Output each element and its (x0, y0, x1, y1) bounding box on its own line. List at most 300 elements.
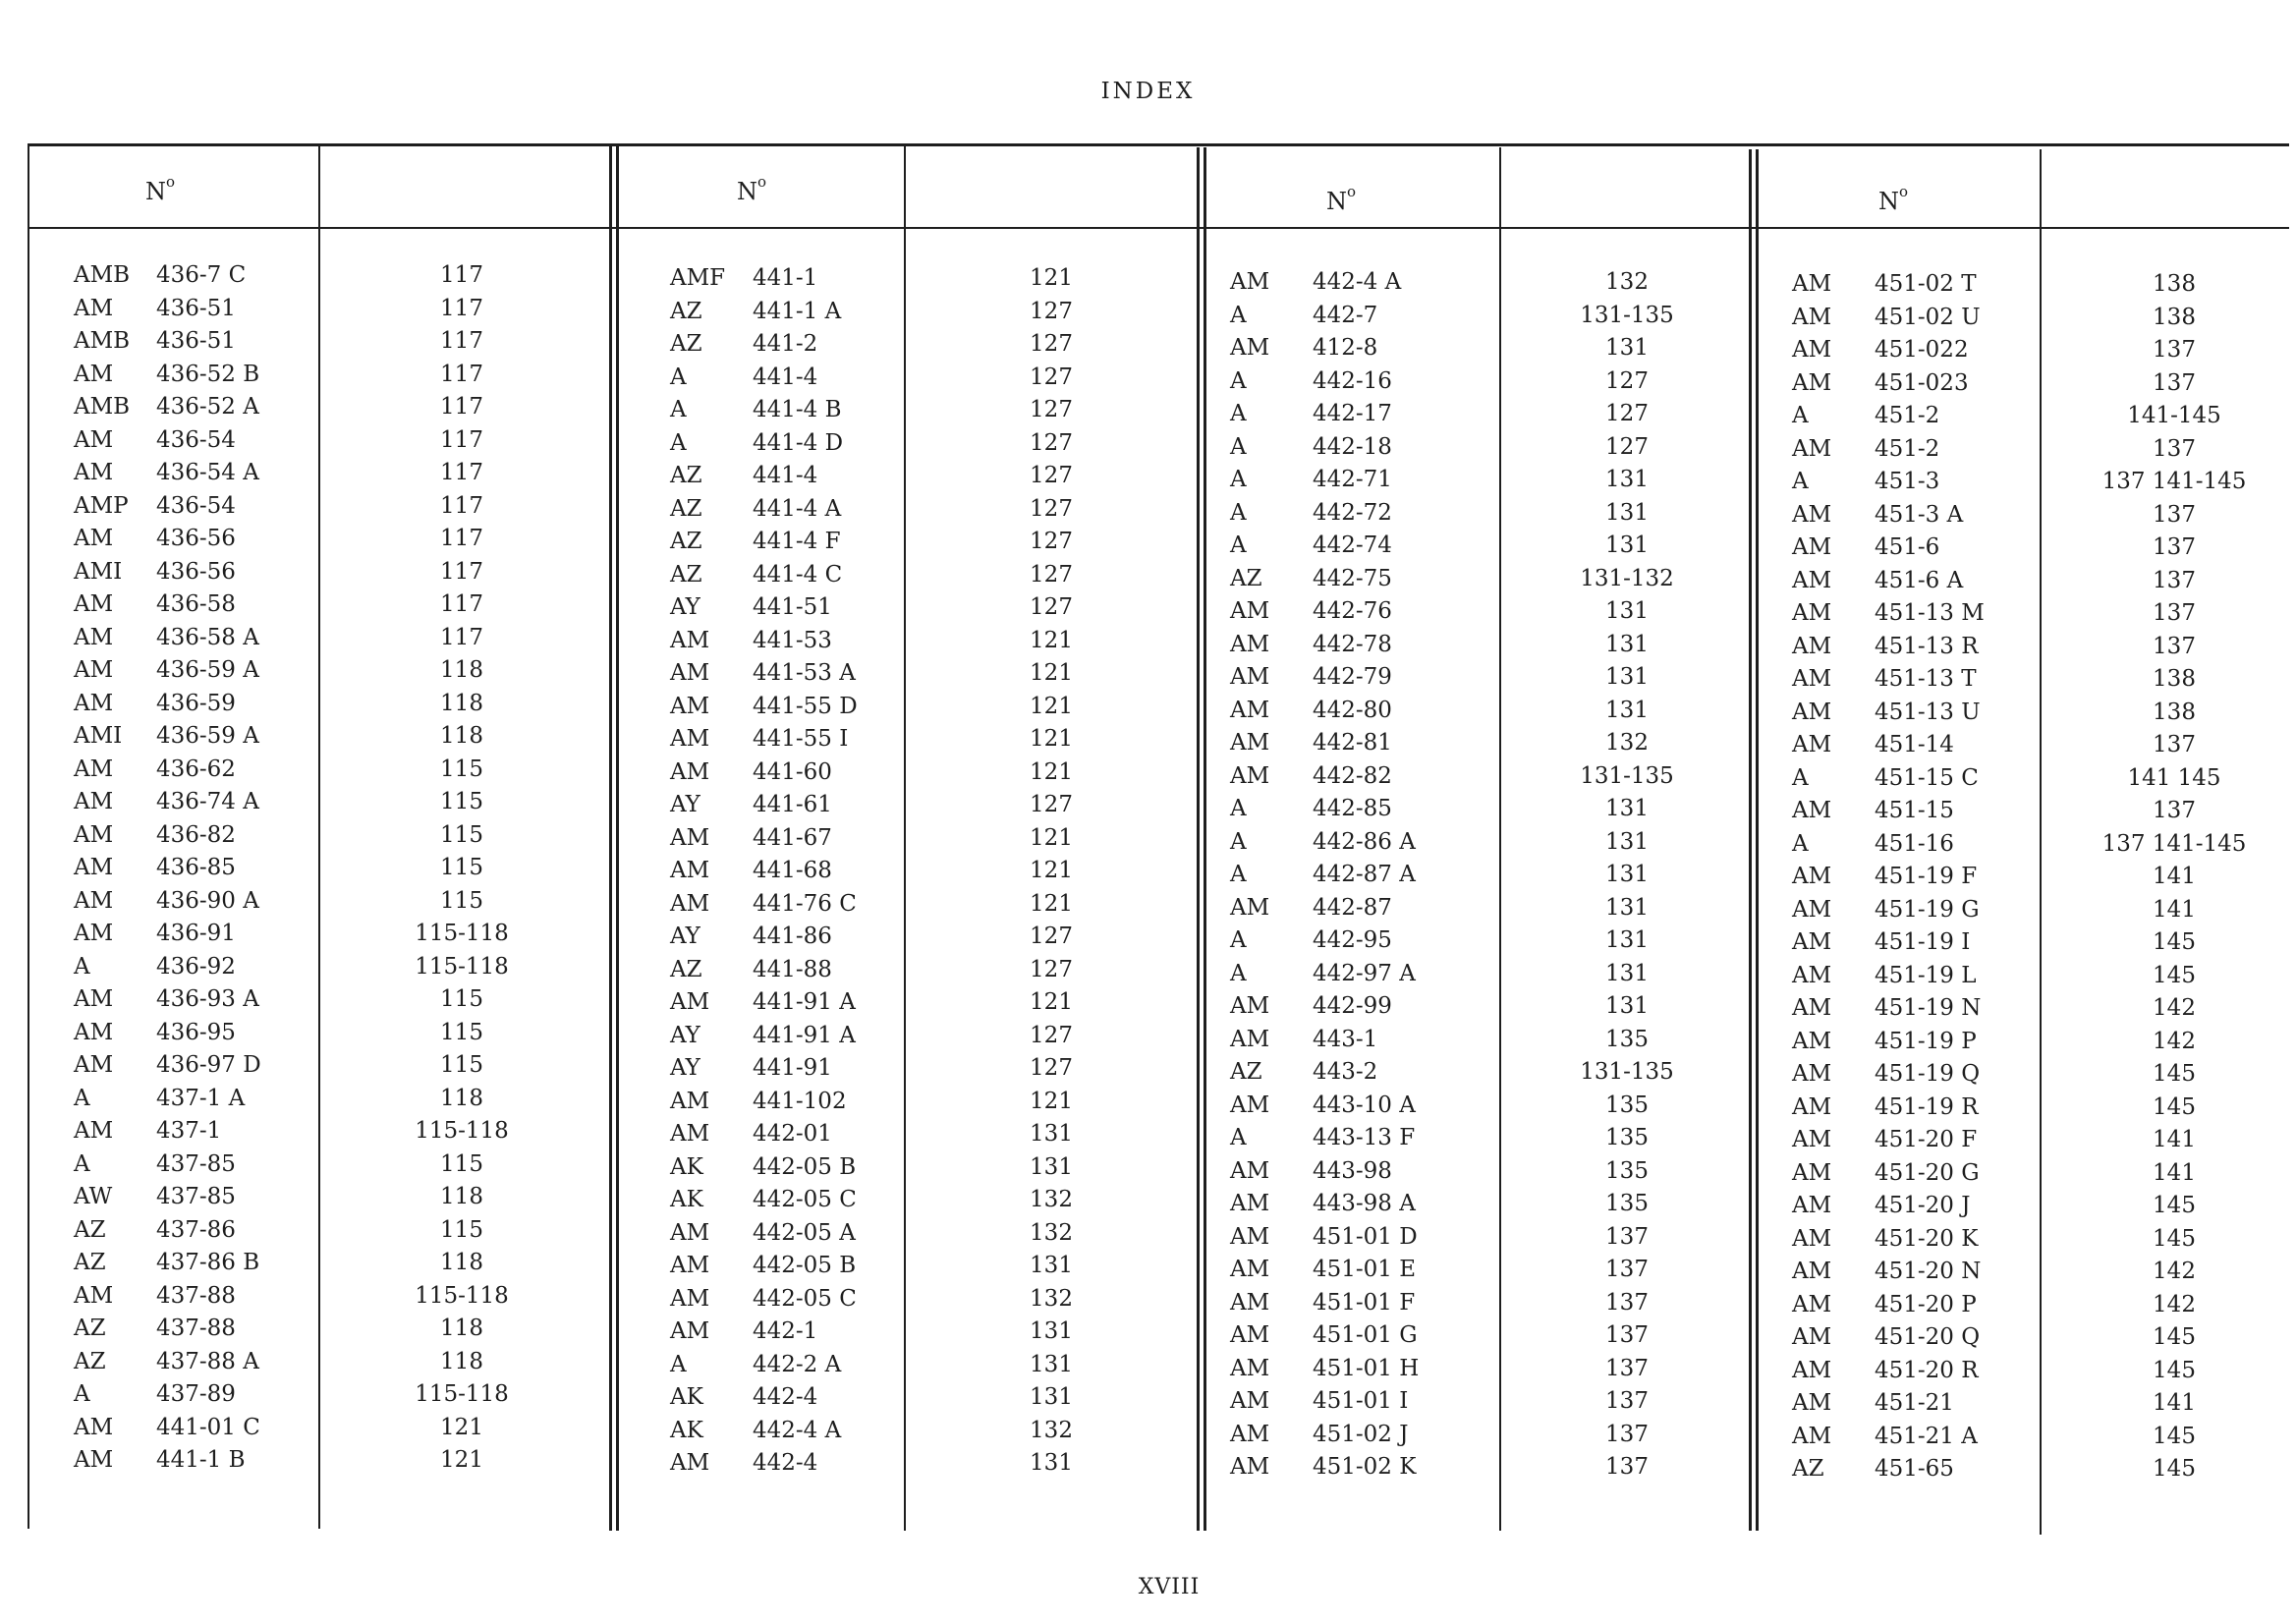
prefix: AM (1792, 1291, 1832, 1317)
prefix: A (1230, 862, 1247, 887)
code: 451-20 Q (1875, 1324, 1981, 1350)
code: 437-86 (156, 1216, 236, 1243)
page-ref: 131-135 (1580, 1059, 1674, 1085)
prefix: AZ (670, 298, 702, 324)
code: 436-59 (156, 690, 236, 716)
code: 442-81 (1313, 730, 1392, 756)
page-ref: 127 (1030, 463, 1073, 488)
page-ref: 127 (1030, 397, 1073, 422)
page-ref: 117 (440, 558, 483, 585)
page-ref: 131 (1605, 598, 1649, 624)
page-ref: 115-118 (415, 953, 509, 980)
code: 436-56 (156, 558, 236, 585)
prefix: AM (74, 690, 114, 716)
code: 436-90 A (156, 887, 259, 914)
code: 442-78 (1313, 631, 1392, 657)
code: 442-82 (1313, 762, 1392, 789)
page-ref: 137 (2153, 600, 2196, 626)
code: 451-20 F (1875, 1127, 1978, 1152)
prefix: AMF (670, 265, 726, 291)
prefix: AM (1792, 633, 1832, 659)
prefix: AM (1792, 699, 1832, 725)
prefix: AM (1792, 501, 1832, 528)
page-ref: 118 (440, 1184, 483, 1209)
code: 442-87 A (1313, 862, 1416, 887)
code: 451-01 D (1313, 1223, 1418, 1250)
prefix: AM (74, 460, 114, 485)
page-ref: 115-118 (415, 1381, 509, 1407)
code: 451-02 T (1875, 271, 1977, 297)
code: 437-86 B (156, 1250, 260, 1275)
prefix: AM (1792, 1423, 1832, 1449)
code: 451-14 (1875, 732, 1954, 757)
page-ref: 117 (440, 426, 483, 453)
prefix: AK (670, 1384, 703, 1410)
page-ref: 145 (2153, 1193, 2196, 1218)
prefix: AM (1230, 1157, 1270, 1184)
code: 442-4 (753, 1450, 818, 1476)
code: 436-74 A (156, 789, 259, 814)
group-divider-1b (616, 145, 619, 1531)
page-ref: 137 (1605, 1322, 1649, 1348)
prefix: AM (1230, 664, 1270, 690)
code: 436-54 (156, 492, 236, 519)
code: 436-59 A (156, 657, 259, 683)
code: 442-74 (1313, 532, 1392, 558)
code: 451-19 I (1875, 929, 1971, 955)
page-ref: 137 (1605, 1388, 1649, 1414)
code: 436-82 (156, 821, 236, 848)
page-ref: 131 (1605, 631, 1649, 657)
page-ref: 145 (2153, 1093, 2196, 1120)
page-ref: 115 (440, 1052, 483, 1078)
code: 436-51 (156, 328, 236, 354)
page-ref: 127 (1030, 594, 1073, 620)
prefix: AM (1792, 732, 1832, 757)
page-ref: 141 (2153, 1390, 2196, 1416)
code: 451-65 (1875, 1456, 1954, 1482)
page-ref: 131 (1605, 335, 1649, 361)
code: 441-4 D (753, 429, 844, 456)
prefix: A (670, 364, 687, 390)
code: 442-05 C (753, 1285, 857, 1312)
code: 442-80 (1313, 697, 1392, 723)
prefix: AM (670, 1253, 710, 1278)
prefix: AM (74, 591, 114, 617)
code: 441-76 C (753, 890, 857, 917)
prefix: AM (1230, 1355, 1270, 1381)
prefix: AM (670, 1285, 710, 1312)
page-ref: 145 (2153, 962, 2196, 988)
prefix: AM (1792, 1028, 1832, 1054)
page-ref: 131 (1605, 862, 1649, 887)
code: 451-19 Q (1875, 1061, 1981, 1087)
column-header-label: $N^o$ (145, 173, 176, 205)
prefix: AM (74, 1118, 114, 1144)
page-ref: 121 (1030, 693, 1073, 719)
prefix: A (1230, 1125, 1247, 1150)
column-header-label: $N^o$ (1878, 183, 1909, 215)
code: 436-59 A (156, 723, 259, 749)
code: 437-85 (156, 1184, 236, 1209)
code: 442-05 A (753, 1219, 856, 1246)
page-ref: 131 (1030, 1253, 1073, 1278)
prefix: AM (670, 1088, 710, 1114)
code: 451-20 K (1875, 1225, 1979, 1252)
prefix: AY (670, 1022, 700, 1048)
page-ref: 131 (1605, 894, 1649, 921)
code: 442-01 (753, 1121, 832, 1147)
code: 442-4 A (753, 1417, 842, 1443)
page-ref: 141 (2153, 864, 2196, 889)
prefix: AM (1230, 269, 1270, 295)
prefix: A (670, 429, 687, 456)
page-ref: 117 (440, 591, 483, 617)
page-ref: 137 (1605, 1421, 1649, 1447)
prefix: A (74, 1381, 90, 1407)
page-ref: 137 141-145 (2101, 830, 2247, 857)
prefix: AM (74, 887, 114, 914)
page-ref: 137 (2153, 337, 2196, 363)
page-ref: 145 (2153, 1456, 2196, 1482)
page-ref: 117 (440, 328, 483, 354)
prefix: A (1230, 302, 1247, 328)
code: 442-16 (1313, 367, 1392, 394)
code: 442-7 (1313, 302, 1378, 328)
prefix: AM (1230, 1092, 1270, 1118)
prefix: AM (1792, 864, 1832, 889)
page-ref: 115 (440, 1150, 483, 1177)
code: 451-19 L (1875, 962, 1977, 988)
prefix: AZ (1792, 1456, 1824, 1482)
prefix: AM (1792, 1159, 1832, 1186)
page-ref: 145 (2153, 1324, 2196, 1350)
page-ref: 132 (1605, 730, 1649, 756)
prefix: AM (670, 1121, 710, 1147)
code: 441-102 (753, 1088, 847, 1114)
group-divider-1a (609, 145, 612, 1531)
code: 451-022 (1875, 337, 1969, 363)
page-ref: 118 (440, 723, 483, 749)
prefix: A (1230, 828, 1247, 855)
code: 441-4 F (753, 529, 841, 554)
page-ref: 127 (1030, 956, 1073, 982)
page-ref: 115 (440, 855, 483, 880)
code: 442-76 (1313, 598, 1392, 624)
code: 451-3 A (1875, 501, 1964, 528)
code: 441-2 (753, 331, 818, 357)
prefix: AZ (74, 1348, 106, 1374)
page-ref: 121 (1030, 1088, 1073, 1114)
code: 451-13 R (1875, 633, 1979, 659)
page-ref: 127 (1030, 924, 1073, 949)
page-ref: 137 (2153, 567, 2196, 593)
prefix: AM (74, 657, 114, 683)
code: 441-55 I (753, 726, 849, 752)
code: 441-86 (753, 924, 832, 949)
page-ref: 137 (2153, 798, 2196, 823)
prefix: AMI (74, 723, 123, 749)
prefix: A (1792, 830, 1809, 857)
code: 443-10 A (1313, 1092, 1416, 1118)
code: 436-93 A (156, 986, 259, 1012)
code: 442-79 (1313, 664, 1392, 690)
page-ref: 121 (1030, 989, 1073, 1015)
page-ref: 121 (1030, 890, 1073, 917)
prefix: AM (1230, 1289, 1270, 1316)
code: 441-4 A (753, 495, 842, 522)
code: 442-97 A (1313, 960, 1416, 986)
prefix: AM (1230, 730, 1270, 756)
code: 441-88 (753, 956, 832, 982)
page-ref: 145 (2153, 1423, 2196, 1449)
page-ref: 118 (440, 690, 483, 716)
code: 451-01 I (1313, 1388, 1409, 1414)
prefix: A (1792, 469, 1809, 494)
prefix: AZ (1230, 1059, 1262, 1085)
page-ref: 137 (1605, 1289, 1649, 1316)
header-bottom-rule (28, 227, 2289, 229)
code: 442-2 A (753, 1351, 842, 1377)
prefix: AM (1792, 962, 1832, 988)
group-divider-3b (1756, 149, 1759, 1531)
prefix: A (1230, 467, 1247, 492)
prefix: AK (670, 1153, 703, 1180)
prefix: AM (1792, 1225, 1832, 1252)
column-header (1326, 183, 1357, 215)
code: 442-87 (1313, 894, 1392, 921)
page-ref: 138 (2153, 666, 2196, 692)
page-ref: 135 (1605, 1125, 1649, 1150)
code: 436-54 (156, 426, 236, 453)
page-ref: 132 (1030, 1187, 1073, 1212)
page-ref: 115-118 (415, 1282, 509, 1309)
prefix: AM (670, 890, 710, 917)
code: 451-20 P (1875, 1291, 1977, 1317)
code: 451-19 P (1875, 1028, 1977, 1054)
page-ref: 127 (1030, 364, 1073, 390)
prefix: AM (74, 756, 114, 782)
prefix: AM (74, 361, 114, 387)
code: 437-88 (156, 1316, 236, 1341)
page-ref: 117 (440, 492, 483, 519)
page-ref: 121 (1030, 265, 1073, 291)
code: 451-15 C (1875, 764, 1979, 791)
prefix: AM (74, 526, 114, 551)
prefix: AM (670, 660, 710, 686)
page-ref: 132 (1605, 269, 1649, 295)
prefix: A (74, 1085, 90, 1111)
page-ref: 142 (2153, 1028, 2196, 1054)
code: 441-53 (753, 627, 832, 653)
prefix: AK (670, 1417, 703, 1443)
prefix: AM (1792, 600, 1832, 626)
page-ref: 131 (1605, 960, 1649, 986)
page-ref: 137 (1605, 1454, 1649, 1480)
code: 441-67 (753, 824, 832, 851)
prefix: AM (1230, 598, 1270, 624)
page-ref: 131 (1605, 664, 1649, 690)
code: 451-19 G (1875, 896, 1980, 923)
code: 436-54 A (156, 460, 259, 485)
page-ref: 137 (2153, 501, 2196, 528)
page-ref: 127 (1030, 495, 1073, 522)
column-header (145, 173, 176, 205)
code: 436-56 (156, 526, 236, 551)
prefix: AM (1230, 1322, 1270, 1348)
prefix: AM (1792, 1357, 1832, 1383)
code: 441-91 (753, 1055, 832, 1081)
code: 442-71 (1313, 467, 1392, 492)
page-ref: 127 (1030, 298, 1073, 324)
code: 451-20 G (1875, 1159, 1980, 1186)
code: 436-7 C (156, 262, 247, 288)
code: 451-20 R (1875, 1357, 1979, 1383)
code: 441-60 (753, 758, 832, 785)
code: 441-1 B (156, 1447, 246, 1473)
page-ref: 117 (440, 526, 483, 551)
prefix: A (1230, 927, 1247, 953)
page-ref: 141 (2153, 896, 2196, 923)
prefix: AM (670, 1318, 710, 1344)
page-ref: 141 145 (2127, 764, 2221, 791)
page-ref: 121 (440, 1414, 483, 1440)
prefix: AZ (74, 1250, 106, 1275)
code: 451-2 (1875, 435, 1940, 462)
prefix: AM (670, 693, 710, 719)
code: 451-20 N (1875, 1259, 1982, 1284)
page-ref: 131-135 (1580, 762, 1674, 789)
code: 441-61 (753, 792, 832, 817)
code: 442-75 (1313, 565, 1392, 591)
prefix: A (74, 953, 90, 980)
page-ref: 145 (2153, 1225, 2196, 1252)
page-ref: 138 (2153, 699, 2196, 725)
prefix: AM (1792, 337, 1832, 363)
page-ref: 127 (1030, 1022, 1073, 1048)
code: 437-89 (156, 1381, 236, 1407)
page-ref: 118 (440, 657, 483, 683)
group-divider-2b (1204, 147, 1206, 1531)
code: 451-02 K (1313, 1454, 1417, 1480)
page-ref: 121 (1030, 824, 1073, 851)
code: 442-05 C (753, 1187, 857, 1212)
prefix: A (1230, 499, 1247, 526)
prefix: AM (1230, 335, 1270, 361)
code: 442-99 (1313, 993, 1392, 1019)
code: 441-91 A (753, 989, 856, 1015)
code: 436-97 D (156, 1052, 261, 1078)
code: 451-15 (1875, 798, 1954, 823)
page-ref: 121 (1030, 758, 1073, 785)
code: 442-95 (1313, 927, 1392, 953)
prefix: AM (1792, 995, 1832, 1021)
page-ref: 127 (1030, 561, 1073, 588)
code: 443-13 F (1313, 1125, 1416, 1150)
code: 436-58 (156, 591, 236, 617)
page-ref: 115 (440, 789, 483, 814)
prefix: AM (1230, 1191, 1270, 1216)
code: 441-01 C (156, 1414, 260, 1440)
page-ref: 145 (2153, 1061, 2196, 1087)
prefix: AM (670, 758, 710, 785)
code: 451-13 M (1875, 600, 1985, 626)
code: 443-2 (1313, 1059, 1378, 1085)
prefix: A (1230, 796, 1247, 821)
page-ref: 115 (440, 1216, 483, 1243)
code: 436-52 B (156, 361, 260, 387)
page-ref: 118 (440, 1250, 483, 1275)
prefix: AM (74, 1282, 114, 1309)
prefix: AM (1792, 567, 1832, 593)
prefix: AM (74, 1019, 114, 1045)
code: 441-4 C (753, 561, 843, 588)
code: 442-85 (1313, 796, 1392, 821)
prefix: AW (74, 1184, 113, 1209)
prefix: AZ (670, 529, 702, 554)
prefix: AM (670, 824, 710, 851)
prefix: AM (74, 986, 114, 1012)
prefix: AM (1792, 1324, 1832, 1350)
code: 436-95 (156, 1019, 236, 1045)
page-ref: 137 (2153, 633, 2196, 659)
page-ref: 131-132 (1580, 565, 1674, 591)
code: 451-19 F (1875, 864, 1978, 889)
prefix: AM (1792, 534, 1832, 560)
page-ref: 131 (1605, 828, 1649, 855)
page-ref: 131 (1605, 467, 1649, 492)
code: 437-88 (156, 1282, 236, 1309)
code: 441-1 (753, 265, 818, 291)
page-ref: 127 (1030, 792, 1073, 817)
prefix: AM (74, 1447, 114, 1473)
prefix: A (670, 397, 687, 422)
code: 451-3 (1875, 469, 1940, 494)
page-ref: 135 (1605, 1092, 1649, 1118)
page-ref: 137 (2153, 534, 2196, 560)
prefix: AM (74, 921, 114, 946)
prefix: AMI (74, 558, 123, 585)
page-ref: 131 (1605, 499, 1649, 526)
prefix: AZ (670, 463, 702, 488)
code: 441-53 A (753, 660, 856, 686)
page-ref: 132 (1030, 1219, 1073, 1246)
prefix: AM (1792, 929, 1832, 955)
page-ref: 115 (440, 756, 483, 782)
prefix: AZ (670, 561, 702, 588)
page-ref: 117 (440, 460, 483, 485)
page-ref: 115 (440, 821, 483, 848)
prefix: AZ (670, 331, 702, 357)
code: 442-05 B (753, 1153, 857, 1180)
column-header (737, 173, 767, 205)
prefix: AM (1230, 1257, 1270, 1282)
prefix: AM (1792, 1061, 1832, 1087)
prefix: AM (1230, 1026, 1270, 1052)
page-ref: 131 (1605, 697, 1649, 723)
page-ref: 141 (2153, 1159, 2196, 1186)
page-ref: 131 (1605, 796, 1649, 821)
prefix: AM (74, 1052, 114, 1078)
prefix: AM (670, 627, 710, 653)
page-ref: 117 (440, 262, 483, 288)
page-ref: 141 (2153, 1127, 2196, 1152)
page-ref: 137 (2153, 435, 2196, 462)
page-ref: 131 (1030, 1121, 1073, 1147)
code: 451-01 H (1313, 1355, 1420, 1381)
code: 451-6 A (1875, 567, 1964, 593)
code: 451-01 F (1313, 1289, 1416, 1316)
